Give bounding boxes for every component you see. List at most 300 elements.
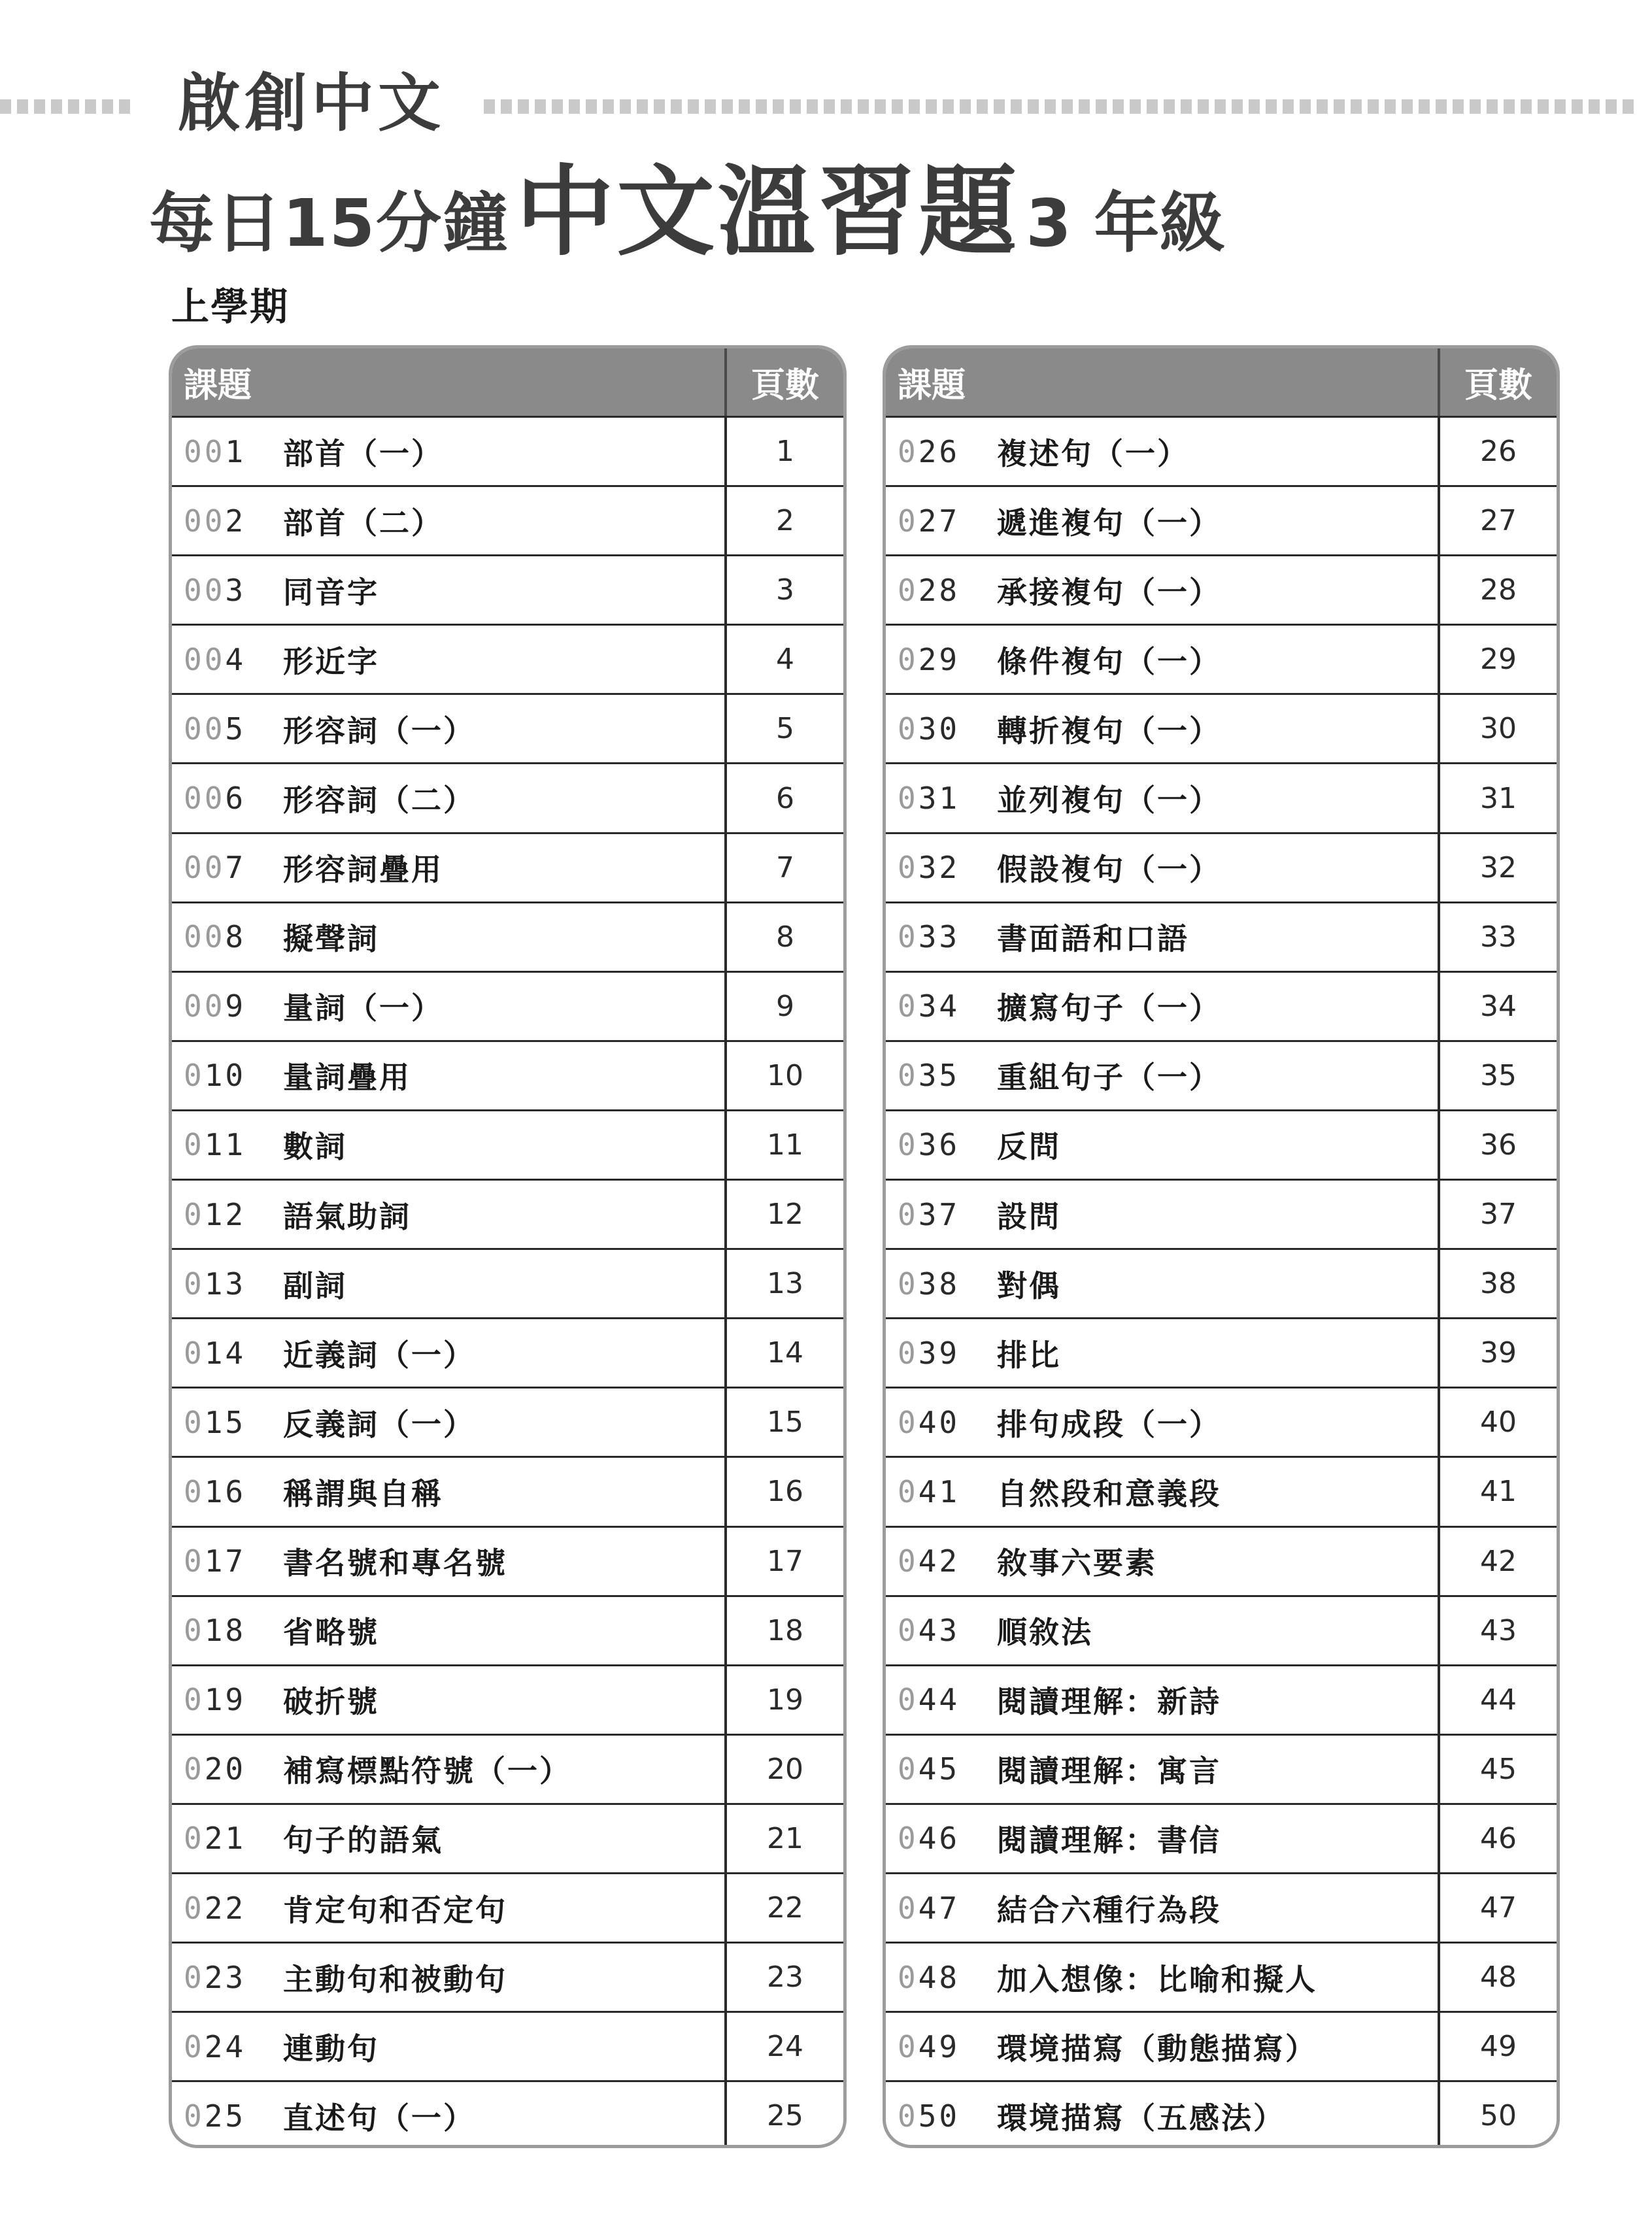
table-row — [172, 901, 843, 971]
topic-cell — [886, 1528, 1440, 1595]
page-number: 6 — [776, 781, 794, 815]
lesson-title: 閱讀理解：新詩 — [997, 1684, 1221, 1720]
dash-segment — [1215, 99, 1226, 114]
page-number: 9 — [776, 989, 794, 1023]
page-number: 10 — [767, 1058, 803, 1092]
topic-cell — [886, 1389, 1440, 1456]
topic-cell — [172, 1597, 727, 1664]
table-row — [172, 2011, 843, 2080]
topic-cell — [886, 695, 1440, 762]
page-number: 37 — [1480, 1198, 1517, 1232]
lesson-number-prefix: 0 — [898, 1404, 919, 1440]
dash-segment — [1147, 99, 1158, 114]
lesson-number-prefix: 0 — [184, 1127, 205, 1163]
lesson-title: 反問 — [997, 1129, 1061, 1165]
topic-cell — [886, 1111, 1440, 1179]
lesson-title: 重組句子（一） — [997, 1060, 1221, 1096]
dash-segment — [1504, 99, 1515, 114]
lesson-number — [184, 1751, 282, 1787]
lesson-title: 反義詞（一） — [283, 1406, 475, 1442]
lesson-title: 形近字 — [283, 643, 379, 679]
lesson-title: 直述句（一） — [283, 2100, 475, 2136]
lesson-number — [184, 919, 282, 954]
dash-segment — [773, 99, 784, 114]
title-main: 中文溫習題 — [516, 156, 1020, 269]
dash-segment — [1181, 99, 1192, 114]
dash-segment — [688, 99, 699, 114]
lesson-number — [898, 1613, 996, 1648]
lesson-title: 對偶 — [997, 1268, 1061, 1304]
topic-cell — [172, 1111, 727, 1179]
lesson-title: 副詞 — [283, 1268, 347, 1304]
dash-segment — [1198, 99, 1209, 114]
page-number: 21 — [767, 1821, 803, 1855]
dash-segment — [1028, 99, 1039, 114]
lesson-number-digits: 17 — [204, 1543, 246, 1579]
lesson-number-prefix: 00 — [184, 572, 226, 608]
lesson-number-digits: 15 — [204, 1404, 246, 1440]
book-title — [149, 156, 1225, 269]
page-number: 33 — [1480, 920, 1517, 954]
table-row — [886, 901, 1557, 971]
lesson-number — [898, 1682, 996, 1717]
lesson-title: 排句成段（一） — [997, 1406, 1221, 1442]
lesson-number-prefix: 0 — [184, 1473, 205, 1509]
page-number: 24 — [767, 2030, 803, 2064]
lesson-number-prefix: 0 — [898, 711, 919, 747]
dash-segment — [1249, 99, 1260, 114]
table-row — [886, 832, 1557, 901]
dash-segment — [1113, 99, 1124, 114]
table-row — [886, 554, 1557, 624]
page-number: 49 — [1480, 2030, 1517, 2064]
lesson-number-digits: 36 — [918, 1127, 960, 1163]
lesson-number — [184, 781, 282, 816]
lesson-number — [898, 988, 996, 1024]
lesson-title: 承接複句（一） — [997, 574, 1221, 610]
lesson-number-prefix: 0 — [898, 1959, 919, 1995]
dash-segment — [824, 99, 835, 114]
dash-segment — [739, 99, 750, 114]
topic-cell — [886, 764, 1440, 832]
lesson-number — [184, 1405, 282, 1440]
dash-segment — [501, 99, 512, 114]
lesson-number-digits: 29 — [918, 641, 960, 677]
lesson-number — [898, 850, 996, 885]
lesson-number-prefix: 0 — [898, 1543, 919, 1579]
lesson-number-digits: 42 — [918, 1543, 960, 1579]
topic-cell — [172, 1944, 727, 2011]
table-row — [172, 1040, 843, 1109]
lesson-title: 書面語和口語 — [997, 921, 1189, 957]
page-number: 13 — [767, 1267, 803, 1301]
lesson-title: 量詞（一） — [283, 990, 443, 1026]
lesson-number — [898, 1821, 996, 1856]
table-row — [886, 1456, 1557, 1525]
table-row — [886, 1803, 1557, 1872]
topic-cell — [172, 1528, 727, 1595]
page-number: 8 — [776, 920, 794, 954]
page-number: 22 — [767, 1891, 803, 1925]
topic-cell — [886, 1736, 1440, 1803]
dash-segment — [1589, 99, 1600, 114]
table-row — [886, 1942, 1557, 2011]
lesson-number-prefix: 00 — [184, 919, 226, 955]
topic-cell — [886, 556, 1440, 624]
table-row — [886, 762, 1557, 832]
table-row — [886, 1664, 1557, 1734]
column-header-topic: 課題 — [886, 348, 1440, 416]
topic-cell — [886, 1319, 1440, 1387]
lesson-title: 連動句 — [283, 2030, 379, 2066]
page-number: 16 — [767, 1475, 803, 1509]
dash-segment — [1164, 99, 1175, 114]
topic-cell — [172, 556, 727, 624]
topic-cell — [886, 1597, 1440, 1664]
brand-logo: 啟創中文 — [178, 67, 445, 140]
topic-cell — [172, 1805, 727, 1872]
lesson-number — [184, 1891, 282, 1926]
dash-segment — [1572, 99, 1583, 114]
table-row — [886, 1387, 1557, 1456]
table-row — [886, 1317, 1557, 1387]
lesson-number-digits: 8 — [225, 919, 246, 955]
lesson-number-digits: 10 — [204, 1058, 246, 1094]
table-row — [172, 693, 843, 762]
dash-segment — [1130, 99, 1141, 114]
topic-cell — [172, 1319, 727, 1387]
dash-segment — [1266, 99, 1277, 114]
lesson-number-digits: 40 — [918, 1404, 960, 1440]
contents-table-left — [169, 345, 847, 2148]
topic-cell — [886, 1181, 1440, 1248]
lesson-title: 敘事六要素 — [997, 1545, 1157, 1581]
lesson-number-digits: 16 — [204, 1473, 246, 1509]
lesson-number-prefix: 0 — [898, 1266, 919, 1302]
dash-segment — [518, 99, 529, 114]
lesson-title: 排比 — [997, 1337, 1061, 1373]
lesson-number-digits: 7 — [225, 850, 246, 886]
lesson-number — [184, 2029, 282, 2064]
dash-segment — [484, 99, 495, 114]
dash-segment — [943, 99, 954, 114]
lesson-number — [898, 1266, 996, 1302]
dash-segment — [1011, 99, 1022, 114]
lesson-number — [184, 1127, 282, 1162]
table-row — [172, 762, 843, 832]
lesson-number — [898, 1058, 996, 1093]
topic-cell — [886, 1666, 1440, 1734]
page-number: 38 — [1480, 1267, 1517, 1301]
lesson-number — [898, 1336, 996, 1371]
page-number: 28 — [1480, 573, 1517, 607]
topic-cell — [886, 1042, 1440, 1109]
dash-segment — [68, 99, 79, 114]
page-number: 4 — [776, 643, 794, 677]
lesson-number — [898, 919, 996, 954]
lesson-number-digits: 12 — [204, 1196, 246, 1232]
lesson-number-prefix: 0 — [898, 1613, 919, 1649]
page-number: 43 — [1480, 1613, 1517, 1647]
table-row — [886, 416, 1557, 485]
page-number: 45 — [1480, 1752, 1517, 1786]
lesson-number-digits: 50 — [918, 2098, 960, 2134]
lesson-number-digits: 25 — [204, 2098, 246, 2134]
dash-segment — [51, 99, 62, 114]
lesson-number-digits: 20 — [204, 1751, 246, 1787]
lesson-title: 破折號 — [283, 1684, 379, 1720]
lesson-title: 語氣助詞 — [283, 1198, 411, 1234]
lesson-number — [898, 573, 996, 608]
lesson-number-prefix: 0 — [898, 781, 919, 816]
page-number: 46 — [1480, 1821, 1517, 1855]
lesson-number-digits: 37 — [918, 1196, 960, 1232]
lesson-number — [898, 2029, 996, 2064]
table-row — [172, 1248, 843, 1317]
lesson-title: 形容詞（一） — [283, 713, 475, 749]
lesson-number — [184, 1266, 282, 1302]
page-number: 11 — [767, 1128, 803, 1162]
table-row — [172, 1317, 843, 1387]
lesson-number-digits: 22 — [204, 1890, 246, 1926]
lesson-number-prefix: 0 — [898, 1821, 919, 1857]
topic-cell — [886, 1944, 1440, 2011]
page-number: 44 — [1480, 1683, 1517, 1717]
topic-cell — [886, 626, 1440, 693]
table-row — [172, 1942, 843, 2011]
lesson-number — [898, 1751, 996, 1787]
lesson-title: 加入想像：比喻和擬人 — [997, 1961, 1317, 1997]
lesson-number-digits: 23 — [204, 1959, 246, 1995]
table-row — [886, 1595, 1557, 1664]
decorative-dash-line-left — [0, 99, 130, 114]
lesson-title: 部首（一） — [283, 435, 443, 471]
lesson-title: 形容詞疊用 — [283, 852, 443, 888]
dash-segment — [790, 99, 801, 114]
dash-segment — [1487, 99, 1498, 114]
lesson-title: 主動句和被動句 — [283, 1961, 507, 1997]
topic-cell — [172, 1042, 727, 1109]
lesson-number-digits: 6 — [225, 781, 246, 816]
dash-segment — [102, 99, 113, 114]
page-number: 23 — [767, 1961, 803, 1995]
dash-segment — [1555, 99, 1566, 114]
lesson-number — [184, 1821, 282, 1856]
lesson-number — [184, 850, 282, 885]
topic-cell — [886, 1805, 1440, 1872]
dash-segment — [1453, 99, 1464, 114]
dash-segment — [119, 99, 130, 114]
lesson-number-prefix: 0 — [184, 1196, 205, 1232]
lesson-number — [184, 711, 282, 747]
dash-segment — [960, 99, 971, 114]
lesson-number-digits: 45 — [918, 1751, 960, 1787]
topic-cell — [172, 626, 727, 693]
lesson-number-digits: 4 — [225, 641, 246, 677]
lesson-number — [898, 1405, 996, 1440]
lesson-number — [184, 1058, 282, 1093]
lesson-number-digits: 24 — [204, 2029, 246, 2064]
lesson-number-digits: 9 — [225, 988, 246, 1024]
lesson-number-digits: 41 — [918, 1473, 960, 1509]
lesson-title: 閱讀理解：寓言 — [997, 1753, 1221, 1789]
lesson-number-prefix: 0 — [898, 1682, 919, 1718]
page-number: 29 — [1480, 643, 1517, 677]
topic-cell — [172, 1389, 727, 1456]
page-number: 3 — [776, 573, 794, 607]
lesson-title: 順敘法 — [997, 1615, 1093, 1651]
dash-segment — [603, 99, 614, 114]
lesson-title: 擴寫句子（一） — [997, 990, 1221, 1026]
page-number: 50 — [1480, 2099, 1517, 2133]
table-row — [172, 1387, 843, 1456]
dash-segment — [1062, 99, 1073, 114]
lesson-number-prefix: 00 — [184, 433, 226, 469]
dash-segment — [875, 99, 886, 114]
lesson-title: 稱謂與自稱 — [283, 1475, 443, 1511]
lesson-number — [184, 1682, 282, 1717]
page-number: 42 — [1480, 1544, 1517, 1578]
topic-cell — [172, 418, 727, 485]
lesson-title: 閱讀理解：書信 — [997, 1823, 1221, 1859]
page-number: 32 — [1480, 850, 1517, 884]
dash-segment — [1470, 99, 1481, 114]
topic-cell — [172, 1666, 727, 1734]
lesson-title: 近義詞（一） — [283, 1337, 475, 1373]
lesson-title: 並列複句（一） — [997, 783, 1221, 818]
lesson-number-digits: 39 — [918, 1335, 960, 1371]
lesson-number — [898, 1891, 996, 1926]
dash-segment — [1419, 99, 1430, 114]
decorative-dash-line-right — [484, 99, 1634, 114]
lesson-number — [184, 434, 282, 469]
table-row — [172, 832, 843, 901]
table-row — [172, 1456, 843, 1525]
lesson-title: 句子的語氣 — [283, 1823, 443, 1859]
lesson-number-prefix: 0 — [184, 1682, 205, 1718]
lesson-number-digits: 44 — [918, 1682, 960, 1718]
topic-cell — [172, 1736, 727, 1803]
lesson-title: 結合六種行為段 — [997, 1892, 1221, 1928]
lesson-number-digits: 18 — [204, 1613, 246, 1649]
lesson-number — [184, 642, 282, 677]
dash-segment — [1351, 99, 1362, 114]
dash-segment — [85, 99, 96, 114]
dash-segment — [0, 99, 11, 114]
lesson-number-digits: 5 — [225, 711, 246, 747]
topic-cell — [172, 834, 727, 901]
lesson-number — [898, 1127, 996, 1162]
dash-segment — [671, 99, 682, 114]
page-number: 26 — [1480, 435, 1517, 469]
lesson-number-digits: 31 — [918, 781, 960, 816]
dash-segment — [1368, 99, 1379, 114]
lesson-number-digits: 26 — [918, 433, 960, 469]
table-row — [172, 416, 843, 485]
column-header-page: 頁數 — [750, 366, 819, 405]
lesson-number-prefix: 0 — [184, 2029, 205, 2064]
page-number: 20 — [767, 1752, 803, 1786]
page-number: 47 — [1480, 1891, 1517, 1925]
table-header — [172, 348, 843, 416]
topic-cell — [886, 418, 1440, 485]
lesson-number-digits: 33 — [918, 919, 960, 955]
lesson-title: 部首（二） — [283, 505, 443, 541]
lesson-number-prefix: 0 — [184, 1959, 205, 1995]
lesson-number-prefix: 0 — [898, 919, 919, 955]
lesson-number-digits: 27 — [918, 503, 960, 539]
page-number: 36 — [1480, 1128, 1517, 1162]
topic-cell — [886, 1458, 1440, 1525]
page-number: 39 — [1480, 1336, 1517, 1370]
lesson-title: 自然段和意義段 — [997, 1475, 1221, 1511]
lesson-number-prefix: 0 — [898, 1890, 919, 1926]
topic-cell — [886, 834, 1440, 901]
page-number: 41 — [1480, 1475, 1517, 1509]
column-header-page: 頁數 — [1464, 366, 1532, 405]
page-number: 5 — [776, 712, 794, 746]
table-row — [886, 1040, 1557, 1109]
title-grade: 3 年級 — [1026, 185, 1225, 261]
table-row — [172, 1872, 843, 1942]
table-row — [172, 1109, 843, 1179]
table-row — [886, 485, 1557, 554]
lesson-number-digits: 48 — [918, 1959, 960, 1995]
lesson-number-prefix: 00 — [184, 503, 226, 539]
topic-cell — [172, 487, 727, 554]
topic-cell — [886, 903, 1440, 971]
table-row — [886, 1248, 1557, 1317]
topic-cell — [886, 1874, 1440, 1942]
table-row — [886, 693, 1557, 762]
dash-segment — [1096, 99, 1107, 114]
dash-segment — [654, 99, 665, 114]
page-number: 19 — [767, 1683, 803, 1717]
topic-cell — [172, 764, 727, 832]
page-number: 34 — [1480, 989, 1517, 1023]
table-row — [172, 624, 843, 693]
page-number: 15 — [767, 1406, 803, 1439]
lesson-number-digits: 34 — [918, 988, 960, 1024]
dash-segment — [705, 99, 716, 114]
topic-cell — [886, 2013, 1440, 2080]
lesson-number-prefix: 0 — [898, 1127, 919, 1163]
topic-cell — [172, 973, 727, 1040]
lesson-title: 補寫標點符號（一） — [283, 1753, 571, 1789]
topic-cell — [172, 695, 727, 762]
title-prefix: 每日15分鐘 — [149, 185, 510, 261]
table-row — [172, 1664, 843, 1734]
dash-segment — [977, 99, 988, 114]
topic-cell — [886, 487, 1440, 554]
dash-segment — [892, 99, 903, 114]
lesson-number — [898, 1960, 996, 1995]
dash-segment — [1623, 99, 1634, 114]
table-row — [886, 971, 1557, 1040]
dash-segment — [1436, 99, 1447, 114]
dash-segment — [926, 99, 937, 114]
table-row — [172, 1526, 843, 1595]
lesson-title: 肯定句和否定句 — [283, 1892, 507, 1928]
table-row — [172, 2080, 843, 2148]
lesson-number — [184, 1613, 282, 1648]
lesson-number-digits: 38 — [918, 1266, 960, 1302]
lesson-title: 轉折複句（一） — [997, 713, 1221, 749]
lesson-number-digits: 19 — [204, 1682, 246, 1718]
lesson-number-digits: 3 — [225, 572, 246, 608]
topic-cell — [172, 2013, 727, 2080]
page-number: 1 — [776, 435, 794, 469]
